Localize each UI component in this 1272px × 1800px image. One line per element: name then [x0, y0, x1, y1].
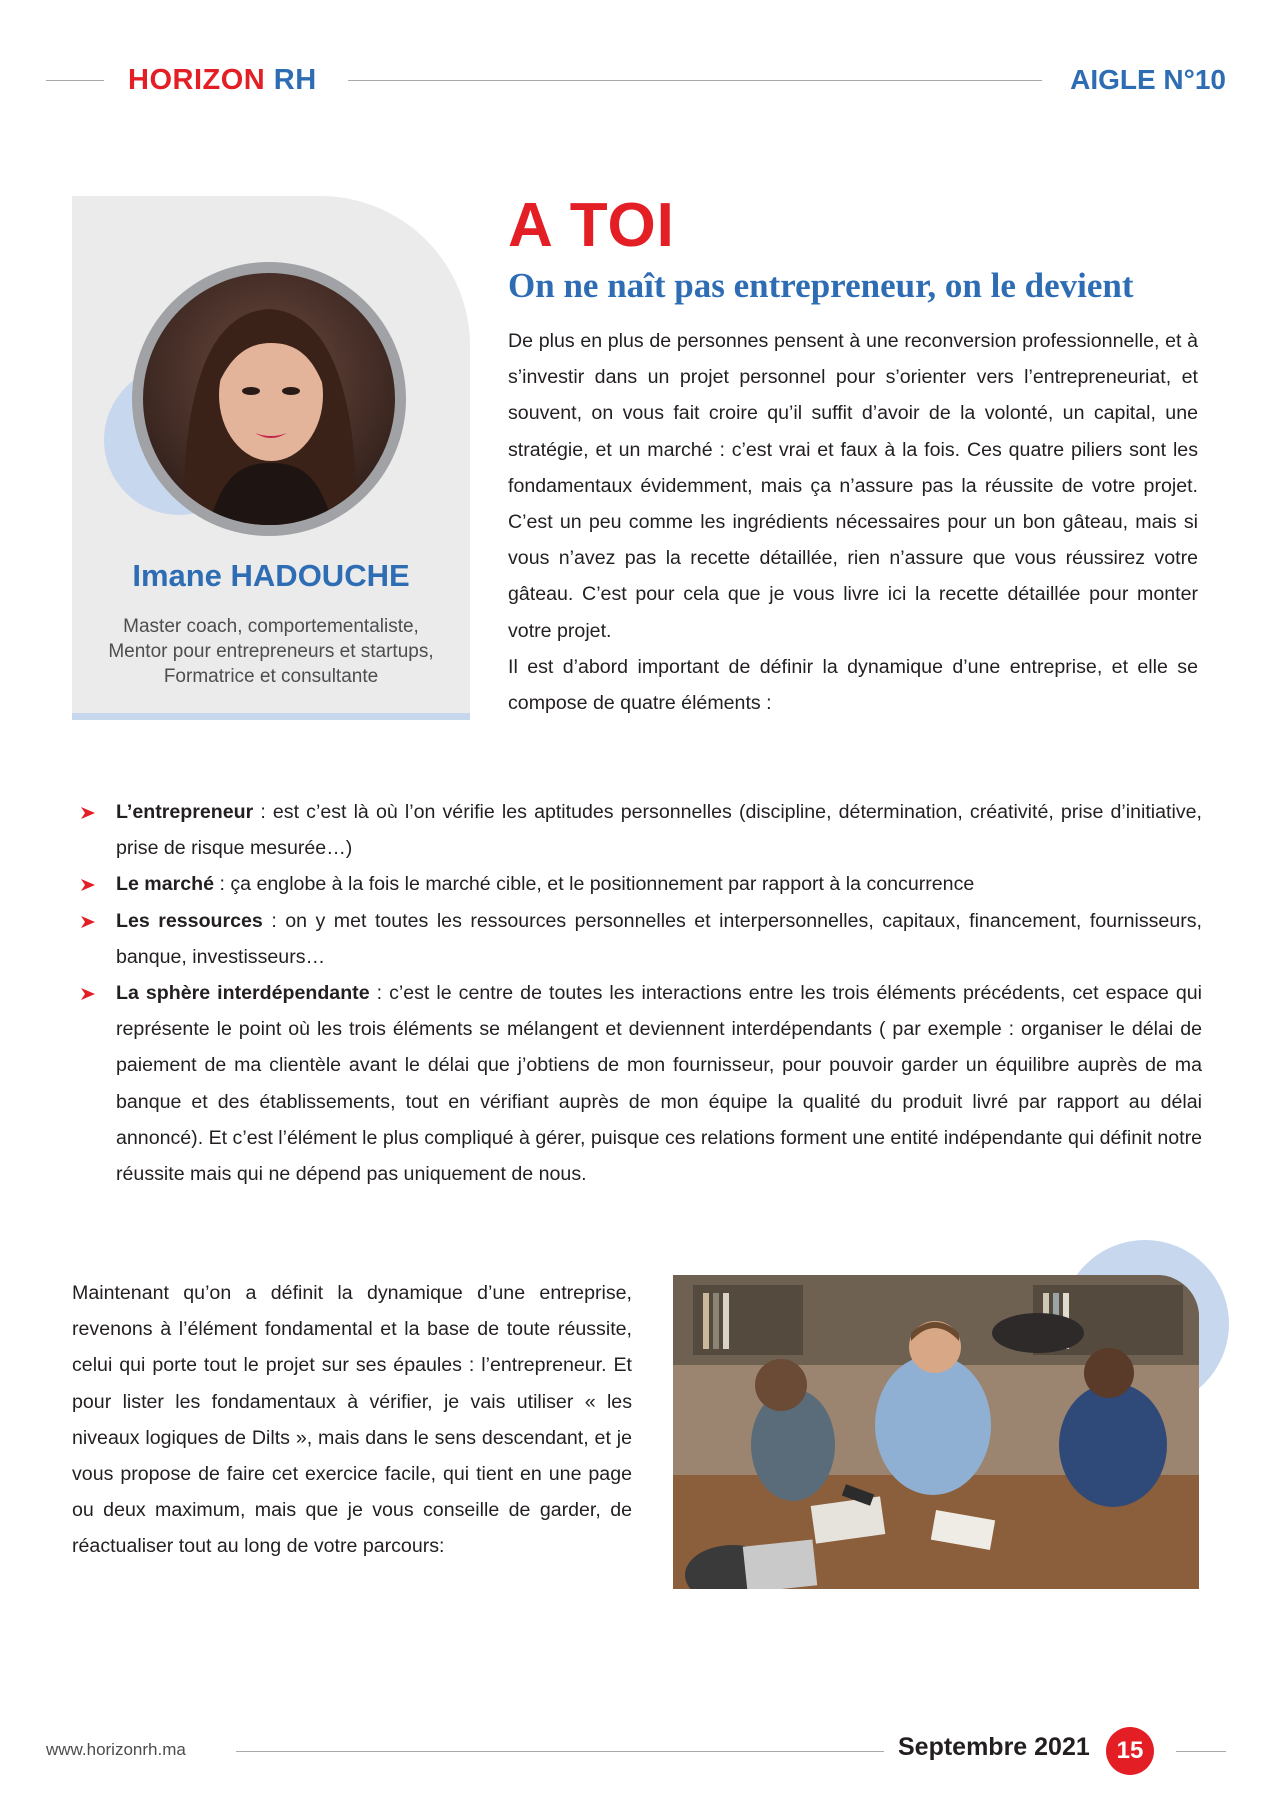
author-role: Master coach, comportementaliste, Mentor pour entrepreneurs et startups, Formatrice et consultante — [108, 616, 434, 687]
footer-website: www.horizonrh.ma — [46, 1740, 186, 1759]
footer-date: Septembre 2021 — [898, 1733, 1090, 1761]
intro-paragraph: Il est d’abord important de définir la dynamique d’une entreprise, et elle se compose de quatre éléments : — [508, 655, 1198, 715]
article-outro: Maintenant qu’on a définit la dynamique d’une entreprise, revenons à l’élément fondamental et la base de toute réussite, celui qui porte tout le projet sur ses épaules : l’entrepreneur. Et pour lister les fondamentaux à vérifier, je vais utiliser « les niveaux logiques de Dilts », mais dans le sens descendant, et je vous propose de faire cet exercice facile, qui tient en une page ou deux maximum, mais que je vous conseille de garder, de réactualiser tout au long de votre parcours: — [72, 1282, 632, 1558]
page-number: 15 — [1106, 1727, 1154, 1775]
article-title: A TOI — [508, 191, 675, 260]
chevron-right-icon — [80, 878, 96, 892]
author-photo — [143, 273, 395, 525]
footer-rule-right — [1176, 1751, 1226, 1752]
chevron-right-icon — [80, 915, 96, 929]
author-card-underline — [72, 713, 470, 720]
chevron-right-icon — [80, 987, 96, 1001]
issue-number: AIGLE N°10 — [1070, 64, 1226, 95]
chevron-right-icon — [80, 806, 96, 820]
list-item: Le marché : ça englobe à la fois le marché cible, et le positionnement par rapport à la concurrence — [80, 866, 1202, 902]
article-subtitle: On ne naît pas entrepreneur, on le devient — [508, 266, 1134, 305]
list-item: L’entrepreneur : est c’est là où l’on vérifie les aptitudes personnelles (discipline, détermination, créativité, prise d’initiative, prise de risque mesurée…) — [80, 794, 1202, 866]
header-rule-center — [348, 80, 1042, 81]
list-item: La sphère interdépendante : c’est le centre de toutes les interactions entre les trois éléments précédents, cet espace qui représente le point où les trois éléments se mélangent et deviennent interdépendants ( par exemple : organiser le délai de paiement de ma clientèle avant le délai que j’obtiens de mon fournisseur, pour pouvoir garder un équilibre auprès de ma banque et des établissements, tout en vérifiant auprès de mon équipe la qualité du produit livré par rapport au délai annoncé). Et c’est l’élément le plus compliqué à gérer, puisque ces relations forment une entité indépendante qui définit notre réussite mais qui ne dépend pas uniquement de nous. — [80, 975, 1202, 1192]
header-rule-left — [46, 80, 104, 81]
author-name: Imane HADOUCHE — [132, 558, 410, 593]
element-list — [80, 794, 1202, 1192]
article-intro — [508, 323, 1198, 721]
magazine-logo: HORIZON RH — [128, 64, 317, 96]
intro-paragraph: De plus en plus de personnes pensent à une reconversion professionnelle, et à s’investir dans un projet personnel pour s’orienter vers l’entrepreneuriat, et souvent, on vous fait croire qu’il suffit d’avoir de la volonté, un capital, une stratégie, et un marché : c’est vrai et faux à la fois. Ces quatre piliers sont les fondamentaux évidemment, mais ça n’assure pas la réussite de votre projet. C’est un peu comme les ingrédients nécessaires pour un bon gâteau, mais si vous n’avez pas la recette détaillée, rien n’assure que vous réussirez votre gâteau. C’est pour cela que je vous livre ici la recette détaillée pour monter votre projet. — [508, 330, 1198, 642]
footer-rule-center — [236, 1751, 884, 1752]
meeting-photo — [673, 1275, 1199, 1589]
list-item: Les ressources : on y met toutes les ressources personnelles et interpersonnelles, capitaux, financement, fournisseurs, banque, investisseurs… — [80, 903, 1202, 975]
